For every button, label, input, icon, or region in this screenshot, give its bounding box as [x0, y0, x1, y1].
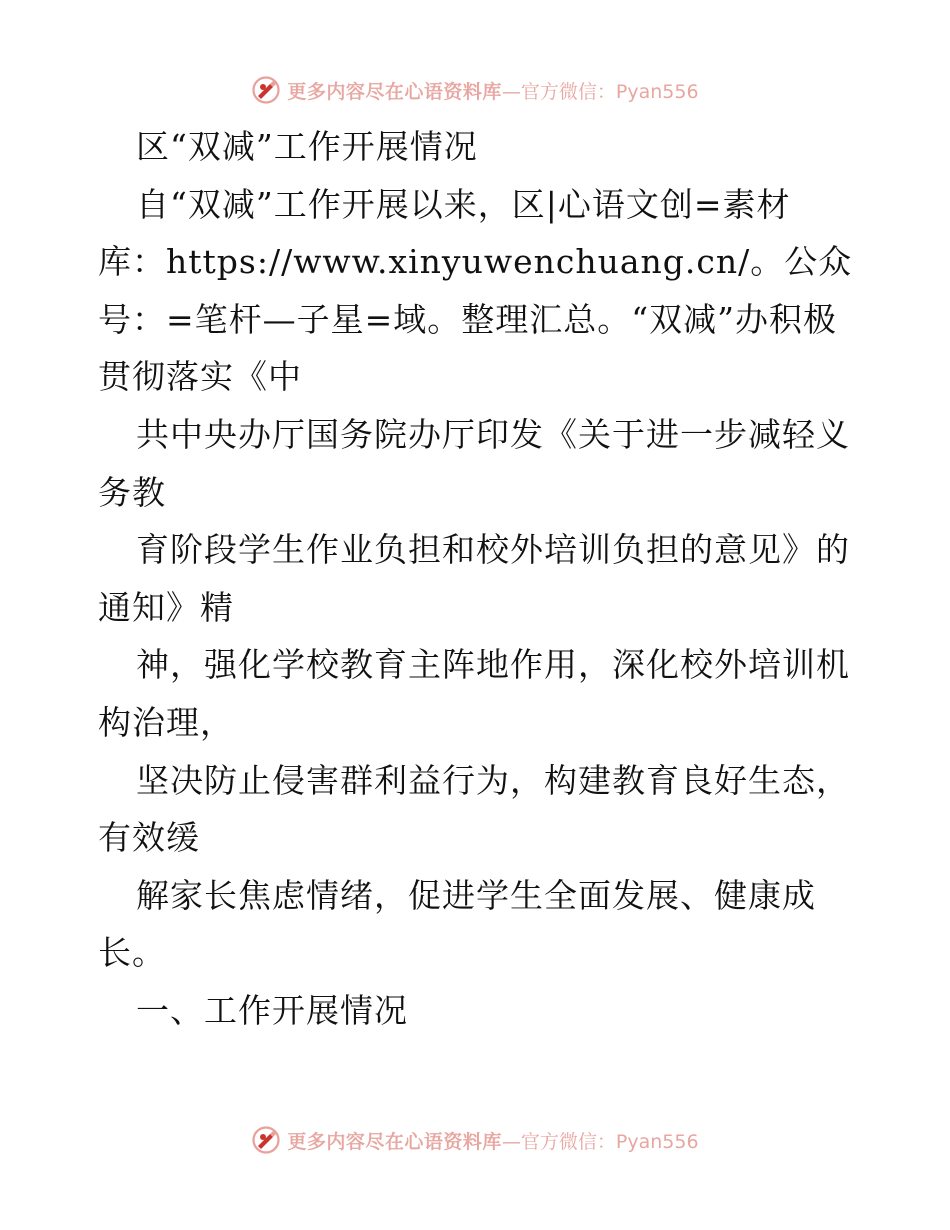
paragraph-line: 解家长焦虑情绪，促进学生全面发展、健康成长。 — [98, 875, 816, 973]
paragraph-line: 神，强化学校教育主阵地作用，深化校外培训机构治理， — [98, 645, 850, 742]
watermark-brand-text: 更多内容尽在心语资料库 — [287, 1130, 502, 1153]
paragraph-line: 坚决防止侵害群利益行为，构建教育良好生态，有效缓 — [98, 760, 850, 858]
header-watermark-banner — [0, 70, 950, 110]
paragraph-line: 共中央办厅国务院办厅印发《关于进一步减轻义务教 — [98, 414, 850, 512]
section-heading: 一、工作开展情况 — [136, 990, 408, 1030]
pen-logo-icon — [251, 1125, 281, 1155]
document-body — [98, 118, 858, 1040]
watermark-contact-text: —官方微信：Pyan556 — [501, 80, 699, 103]
paragraph-line: 自“双减”工作开展以来，区|心语文创=素材库：https://www.xinyuwenchuang.cn/。公众号：=笔杆—子星=域。整理汇总。“双减”办积极贯彻落实《中 — [98, 184, 853, 397]
paragraph-line: 育阶段学生作业负担和校外培训负担的意见》的通知》精 — [98, 530, 850, 627]
watermark-brand-text: 更多内容尽在心语资料库 — [287, 80, 502, 103]
document-title-line: 区“双减”工作开展情况 — [136, 127, 478, 166]
footer-watermark-banner — [0, 1120, 950, 1160]
watermark-contact-text: —官方微信：Pyan556 — [501, 1130, 699, 1153]
pen-logo-icon — [251, 75, 281, 105]
